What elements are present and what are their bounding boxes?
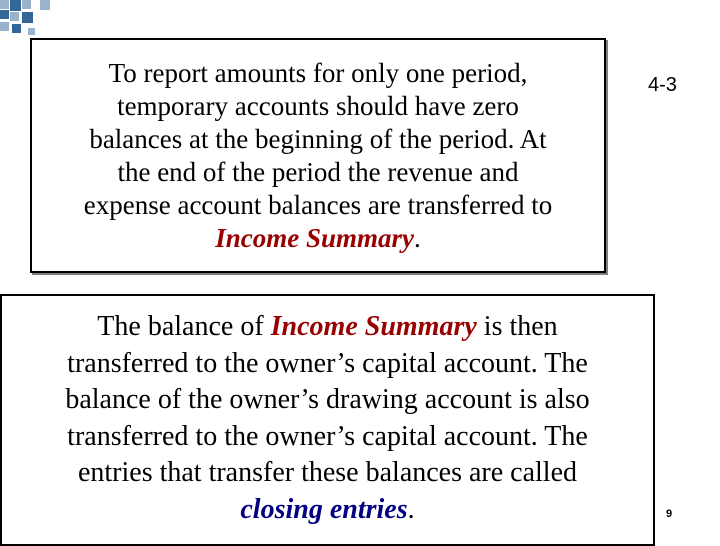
decor-square bbox=[10, 12, 19, 21]
text-box-closing-entries bbox=[0, 294, 655, 546]
decor-square bbox=[22, 0, 31, 9]
box1-line: expense account balances are transferred to bbox=[83, 189, 553, 220]
box1-line: balances at the beginning of the period. At bbox=[89, 123, 547, 154]
box2-line: transferred to the owner’s capital account. The bbox=[67, 347, 588, 379]
corner-decoration bbox=[0, 0, 60, 40]
box2-line: is then bbox=[476, 311, 558, 342]
closing-entries-term: closing entries bbox=[240, 493, 408, 525]
page-number: 9 bbox=[666, 508, 673, 520]
box2-lead: The balance of bbox=[97, 311, 271, 342]
decor-square bbox=[22, 12, 33, 23]
income-summary-emphasis: Income Summary bbox=[215, 222, 415, 253]
slide-code: 4-3 bbox=[648, 74, 677, 96]
income-summary-emphasis: Income Summary bbox=[270, 311, 477, 342]
decor-square bbox=[10, 0, 21, 11]
box2-text bbox=[8, 296, 648, 528]
decor-square bbox=[28, 28, 35, 35]
box1-line: the end of the period the revenue and bbox=[117, 156, 519, 187]
text-box-temporary-accounts bbox=[30, 38, 606, 273]
decor-square bbox=[40, 0, 50, 10]
box2-line: transferred to the owner’s capital account. The bbox=[67, 420, 588, 452]
decor-square bbox=[12, 24, 21, 33]
decor-square bbox=[0, 10, 9, 19]
box2-period: . bbox=[407, 493, 415, 525]
box2-line: entries that transfer these balances are called bbox=[77, 457, 578, 488]
decor-square bbox=[0, 22, 9, 31]
decor-square bbox=[0, 0, 9, 9]
box1-text bbox=[38, 57, 598, 255]
box1-period: . bbox=[414, 222, 421, 253]
box2-line: balance of the owner’s drawing account is also bbox=[65, 384, 590, 415]
box1-line: temporary accounts should have zero bbox=[117, 90, 519, 121]
box1-line: To report amounts for only one period, bbox=[108, 57, 528, 88]
